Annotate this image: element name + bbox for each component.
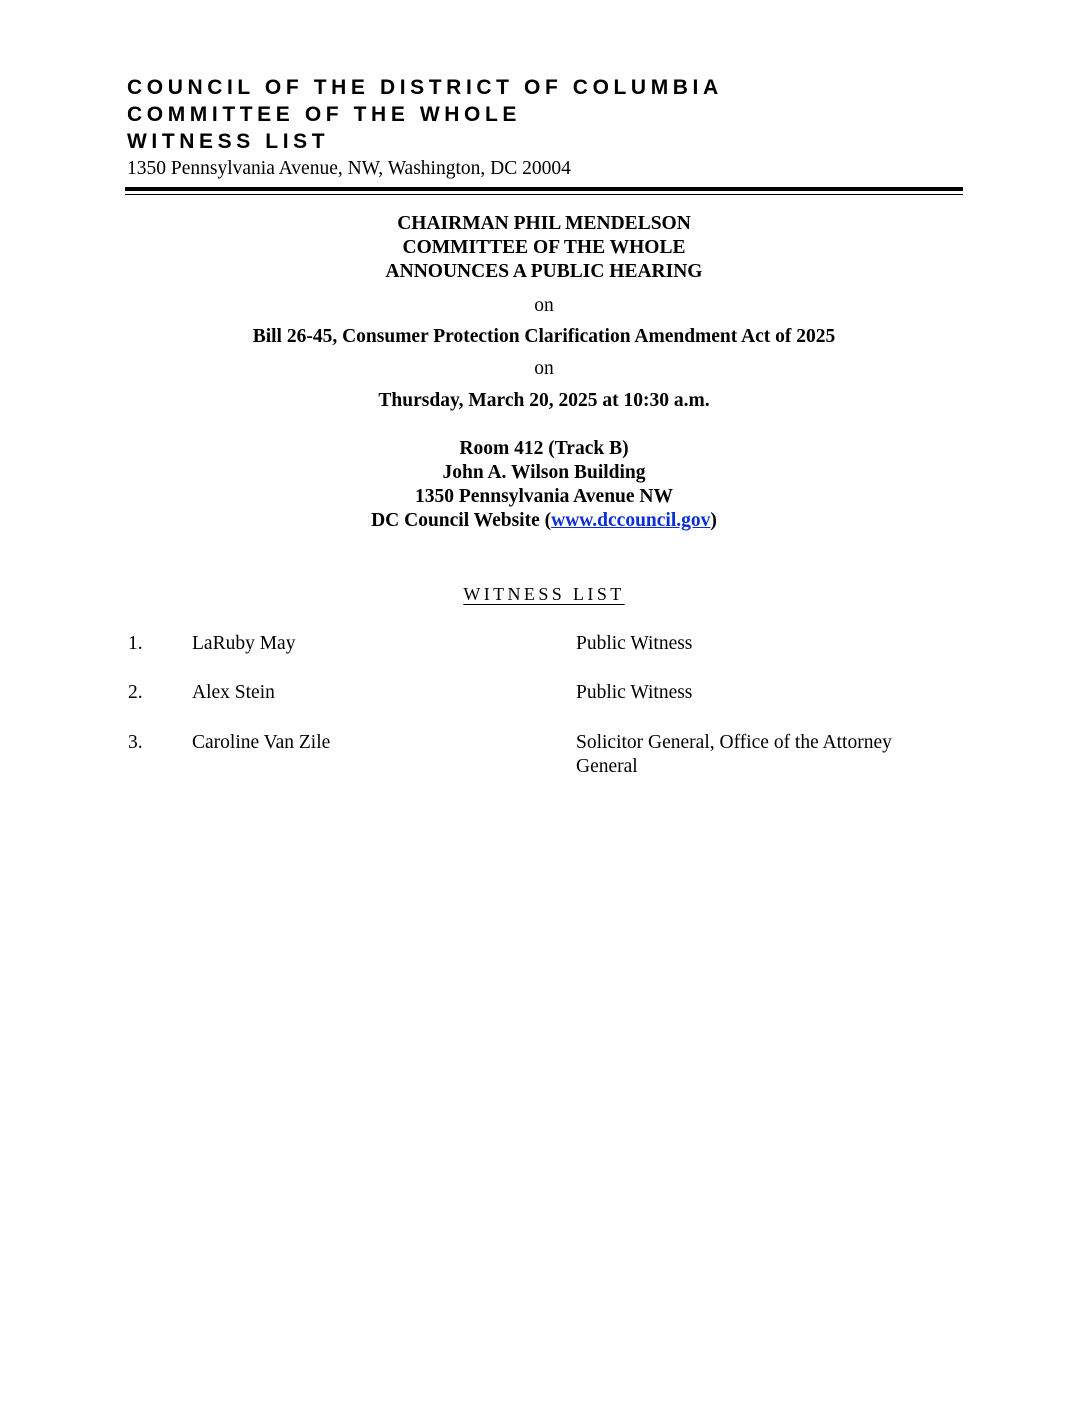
letterhead-council: COUNCIL OF THE DISTRICT OF COLUMBIA — [127, 76, 723, 99]
datetime-block — [0, 389, 1088, 413]
announces-line: ANNOUNCES A PUBLIC HEARING — [385, 261, 703, 282]
website-prefix: DC Council Website ( — [371, 510, 552, 531]
witness-role: Public Witness — [576, 633, 693, 654]
letterhead-address: 1350 Pennsylvania Avenue, NW, Washington, DC 20004 — [127, 158, 571, 179]
letterhead — [127, 74, 967, 183]
bill-title: Bill 26-45, Consumer Protection Clarification Amendment Act of 2025 — [252, 326, 836, 347]
on-line-1 — [0, 294, 1088, 318]
building-line: John A. Wilson Building — [442, 462, 646, 483]
on-line-2 — [0, 357, 1088, 381]
announcement-block — [0, 212, 1088, 284]
witness-name: Caroline Van Zile — [192, 732, 331, 753]
letterhead-committee: COMMITTEE OF THE WHOLE — [127, 103, 522, 126]
witness-number: 3. — [128, 732, 143, 753]
committee-line: COMMITTEE OF THE WHOLE — [402, 237, 686, 258]
on-text-1: on — [534, 295, 554, 316]
header-divider-thick — [125, 187, 963, 191]
witness-number: 2. — [128, 682, 143, 703]
header-divider-thin — [125, 194, 963, 195]
witness-number: 1. — [128, 633, 143, 654]
witness-list-heading-block — [0, 584, 1088, 606]
room-line: Room 412 (Track B) — [459, 438, 629, 459]
witness-role: Public Witness — [576, 682, 693, 703]
website-link[interactable]: www.dccouncil.gov — [551, 510, 711, 531]
website-line — [0, 509, 1088, 533]
street-line: 1350 Pennsylvania Avenue NW — [414, 486, 674, 507]
location-block — [0, 437, 1088, 533]
chairman-line: CHAIRMAN PHIL MENDELSON — [397, 213, 691, 234]
witness-role: Solicitor General, Office of the Attorney General — [576, 732, 892, 777]
witness-list-heading: WITNESS LIST — [463, 584, 625, 604]
hearing-datetime: Thursday, March 20, 2025 at 10:30 a.m. — [378, 390, 710, 411]
website-suffix: ) — [710, 510, 717, 531]
witness-name: LaRuby May — [192, 633, 296, 654]
letterhead-witness-list: WITNESS LIST — [127, 130, 330, 153]
bill-block — [0, 325, 1088, 349]
on-text-2: on — [534, 358, 554, 379]
witness-name: Alex Stein — [192, 682, 275, 703]
